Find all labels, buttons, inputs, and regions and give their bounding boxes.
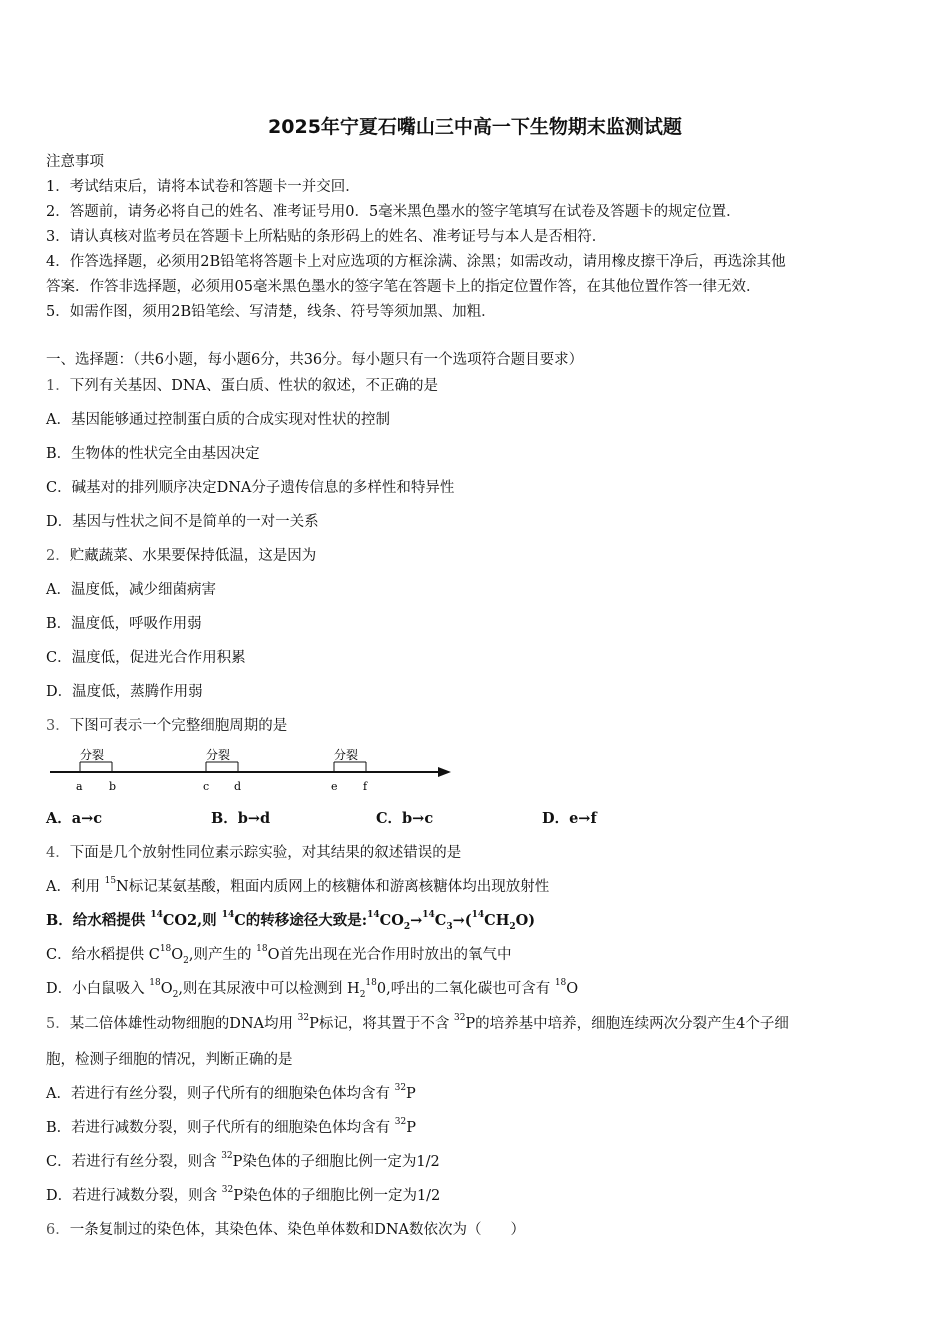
question-stem: 一条复制过的染色体，其染色体、染色单体数和DNA数依次为（ ） — [69, 1222, 526, 1238]
notice-item: 4．作答选择题，必须用2B铅笔将答题卡上对应选项的方框涂满、涂黑；如需改动，请用橡皮擦干净后，再选涂其他 — [46, 254, 786, 270]
option: C．温度低，促进光合作用积累 — [46, 650, 246, 666]
question-4 — [46, 843, 910, 863]
page-title: 2025年宁夏石嘴山三中高一下生物期末监测试题 — [268, 116, 682, 138]
option: D．温度低，蒸腾作用弱 — [46, 684, 203, 700]
timeline-arrowhead — [438, 767, 451, 777]
option: A．基因能够通过控制蛋白质的合成实现对性状的控制 — [46, 412, 390, 428]
option: B．给水稻提供 $^{14}$CO2,则 $^{14}$C的转移途径大致是$:^{14}CO_2\to^{14}C_3\to(^{14}CH_2O)$ — [46, 910, 536, 932]
option: C．给水稻提供 $C^{18}O_2$,则产生的 $^{18}$O首先出现在光合作用时放出的氧气中 — [46, 944, 512, 966]
question-6 — [46, 1220, 910, 1240]
option: B．若进行减数分裂，则子代所有的细胞染色体均含有 $^{32}$P — [46, 1117, 416, 1136]
option: C．若进行有丝分裂，则含 $^{32}$P染色体的子细胞比例一定为1/2 — [46, 1151, 440, 1170]
option: C．碱基对的排列顺序决定DNA分子遗传信息的多样性和特异性 — [46, 480, 455, 496]
question-stem: 下列有关基因、DNA、蛋白质、性状的叙述，不正确的是 — [69, 378, 439, 394]
division-label: 分裂 — [334, 748, 359, 762]
notice-item: 1．考试结束后，请将本试卷和答题卡一并交回． — [46, 179, 360, 195]
division-label: 分裂 — [206, 748, 231, 762]
notice-item: 5．如需作图，须用2B铅笔绘、写清楚，线条、符号等须加黑、加粗． — [46, 304, 496, 320]
question-stem: 下面是几个放射性同位素示踪实验，对其结果的叙述错误的是 — [69, 845, 462, 861]
option: A．利用 $^{15}$N标记某氨基酸，粗面内质网上的核糖体和游离核糖体均出现放射性 — [46, 876, 550, 895]
division-label: 分裂 — [80, 748, 105, 762]
question-stem: 贮藏蔬菜、水果要保持低温，这是因为 — [69, 548, 317, 564]
cell-cycle-diagram — [46, 748, 466, 796]
point-label: f — [363, 780, 368, 793]
notice-item: 3．请认真核对监考员在答题卡上所粘贴的条形码上的姓名、准考证号与本人是否相符． — [46, 229, 607, 245]
option: D．若进行减数分裂，则含 $^{32}$P染色体的子细胞比例一定为1/2 — [46, 1185, 441, 1204]
question-stem-continued: 胞，检测子细胞的情况，判断正确的是 — [46, 1052, 293, 1068]
option: D．基因与性状之间不是简单的一对一关系 — [46, 514, 319, 530]
question-number: 1． — [46, 378, 70, 394]
question-number: 6． — [46, 1222, 70, 1238]
point-label: d — [234, 780, 242, 793]
question-number: 4． — [46, 845, 70, 861]
point-label: e — [331, 780, 338, 793]
notice-item: 2．答题前，请务必将自己的姓名、准考证号用0．5毫米黑色墨水的签字笔填写在试卷及答题卡的规定位置． — [46, 204, 741, 220]
question-1 — [46, 376, 910, 396]
option: D．小白鼠吸入 $^{18}O_2$,则在其尿液中可以检测到 $H_2^{18}0$,呼出的二氧化碳也可含有 $^{18}$O — [46, 978, 579, 1000]
question-number: 2． — [46, 548, 70, 564]
question-number: 3． — [46, 718, 70, 734]
notice-heading: 注意事项 — [46, 154, 104, 170]
question-3 — [46, 716, 910, 736]
point-label: a — [76, 780, 83, 793]
question-5: 5．某二倍体雄性动物细胞的DNA均用 $^{32}$P标记，将其置于不含 $^{32}$P的培养基中培养，细胞连续两次分裂产生4个子细 — [46, 1013, 789, 1032]
point-label: b — [109, 780, 117, 793]
notice-item: 答案．作答非选择题，必须用05毫米黑色墨水的签字笔在答题卡上的指定位置作答，在其他位置作答一律无效． — [46, 279, 761, 295]
option: A．a→c — [46, 810, 103, 827]
option: B．b→d — [211, 810, 271, 827]
option: A．温度低，减少细菌病害 — [46, 582, 216, 598]
question-2 — [46, 546, 910, 566]
question-number: 5． — [46, 1016, 70, 1032]
option: B．温度低，呼吸作用弱 — [46, 616, 202, 632]
option: B．生物体的性状完全由基因决定 — [46, 446, 260, 462]
question-stem: 下图可表示一个完整细胞周期的是 — [69, 718, 288, 734]
section-heading: 一、选择题：（共6小题，每小题6分，共36分。每小题只有一个选项符合题目要求） — [46, 352, 584, 368]
option: C．b→c — [376, 810, 434, 827]
option: A．若进行有丝分裂，则子代所有的细胞染色体均含有 $^{32}$P — [46, 1083, 416, 1102]
point-label: c — [203, 780, 210, 793]
option: D．e→f — [542, 810, 597, 827]
